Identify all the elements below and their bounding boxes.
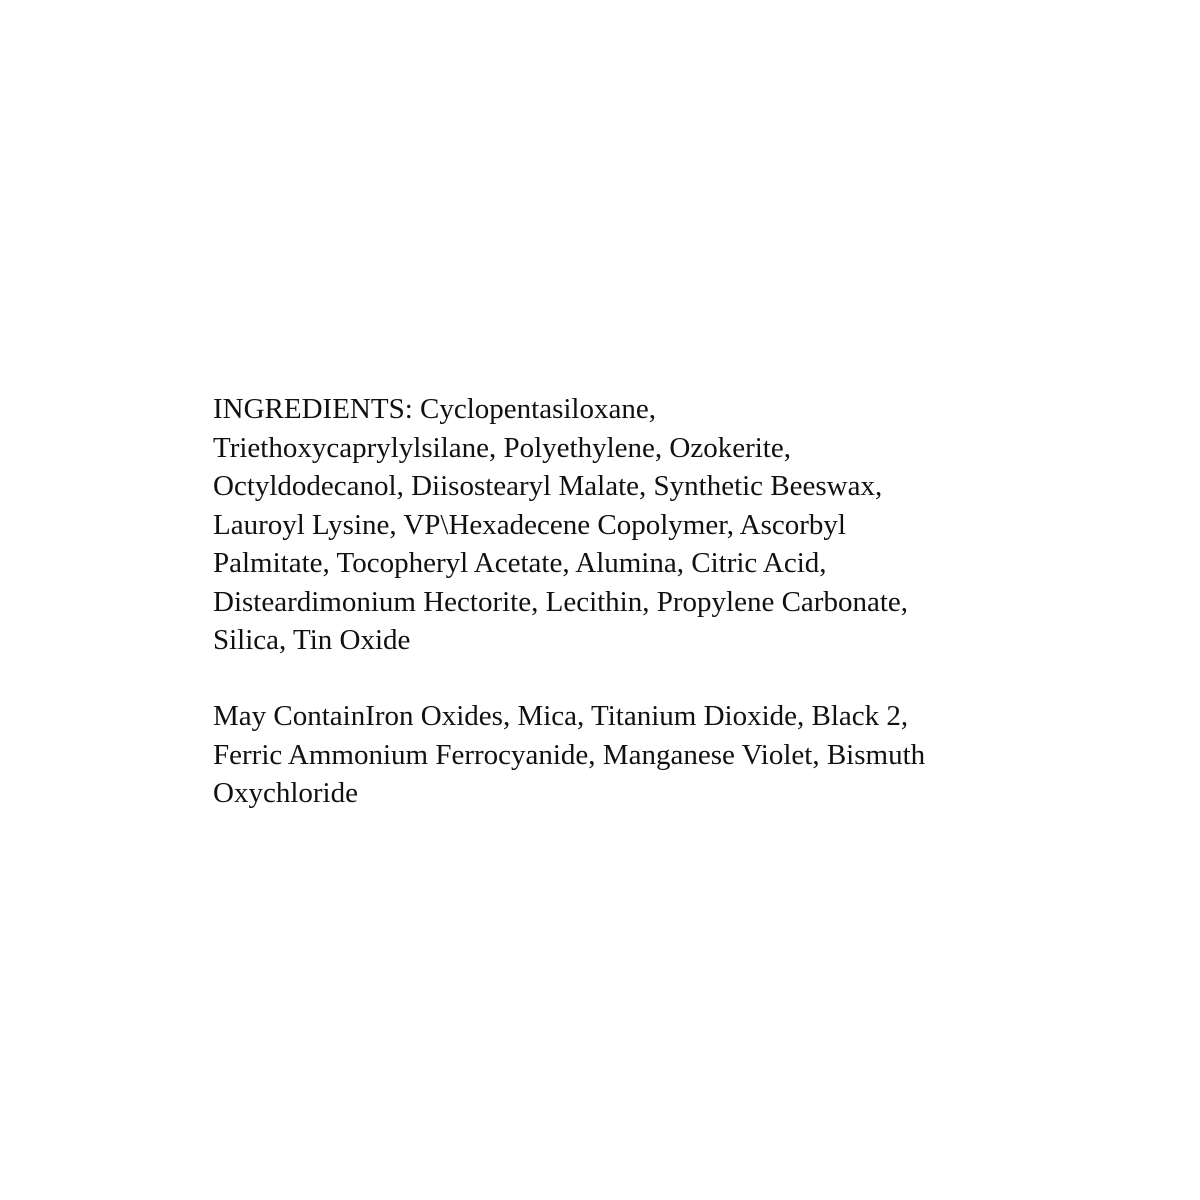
may-contain-line: Ferric Ammonium Ferrocyanide, Manganese Violet, Bismuth: [213, 738, 926, 771]
may-contain-line: May ContainIron Oxides, Mica, Titanium Dioxide, Black 2,: [213, 700, 909, 732]
ingredients-line: Octyldodecanol, Diisostearyl Malate, Synthetic Beeswax,: [213, 470, 883, 502]
ingredients-line: Disteardimonium Hectorite, Lecithin, Propylene Carbonate,: [213, 585, 908, 618]
ingredients-line: Palmitate, Tocopheryl Acetate, Alumina, Citric Acid,: [213, 547, 827, 579]
ingredients-line: Silica, Tin Oxide: [213, 624, 411, 656]
may-contain-paragraph: [213, 697, 1013, 813]
ingredients-line: INGREDIENTS: Cyclopentasiloxane,: [213, 393, 656, 425]
may-contain-line: Oxychloride: [213, 777, 358, 809]
ingredients-paragraph: [213, 390, 1013, 660]
ingredients-line: Lauroyl Lysine, VP\Hexadecene Copolymer, Ascorbyl: [213, 508, 846, 541]
ingredients-line: Triethoxycaprylylsilane, Polyethylene, Ozokerite,: [213, 431, 791, 464]
